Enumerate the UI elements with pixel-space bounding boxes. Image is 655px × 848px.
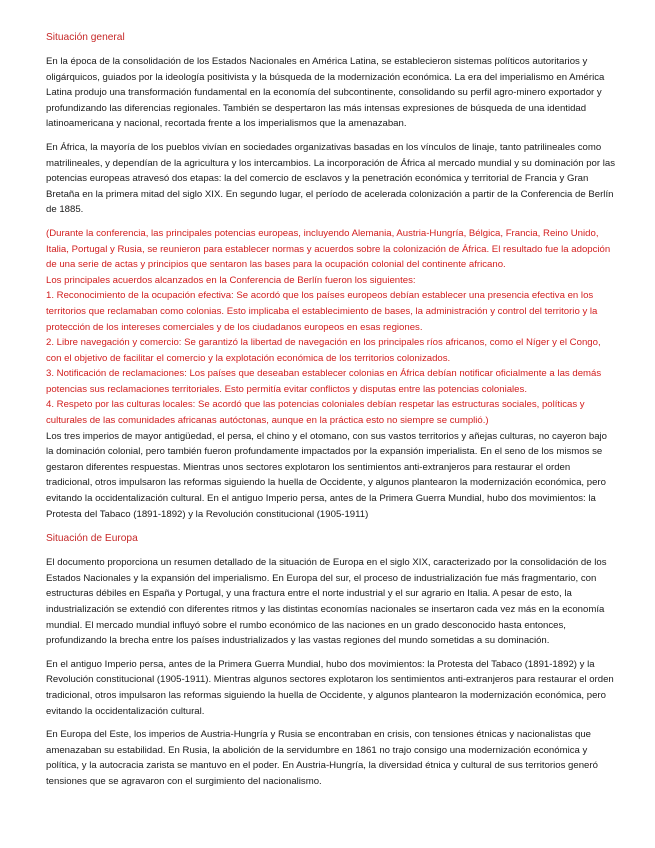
paragraph-latin-america: En la época de la consolidación de los Estados Nacionales en América Latina, se establecieron sistemas políticos autoritarios y oligárquicos, guiados por la ideología positivista y la búsqueda de la modernización económica. La era del imperialismo en América Latina produjo una transformación fundamental en la economía del subcontinente, consolidando su perfil agro-minero exportador y profundizando las diferencias regionales. También se despertaron las más intensas expresiones de búsqueda de una identidad latinoamericana y nacional, recortada frente a los imperialismos que la amenazaban. [46, 56, 605, 130]
berlin-lead: Los principales acuerdos alcanzados en la Conferencia de Berlín fueron los siguientes: [46, 274, 416, 286]
berlin-conference-note [46, 226, 615, 429]
paragraph-africa: En África, la mayoría de los pueblos vivían en sociedades organizativas basadas en los vínculos de linaje, tanto patrilineales como matrilineales, y dependían de la agricultura y los intercambios. La incorporación de África al mercado mundial y su dominación por las potencias europeas atravesó dos etapas: la del comercio de esclavos y la penetración económica y territorial de Francia y Gran Bretaña en la primera mitad del siglo XIX. En segundo lugar, el período de acelerada colonización a partir de la Conferencia de Berlín de 1885. [46, 141, 615, 216]
berlin-item-3: 3. Notificación de reclamaciones: Los países que deseaban establecer colonias en África debían notificar oficialmente a las demás potencias sus reclamaciones territoriales. Esto permitía evitar conflictos y disputas entre las potencias coloniales. [46, 368, 602, 395]
berlin-intro: (Durante la conferencia, las principales potencias europeas, incluyendo Alemania, Austria-Hungría, Bélgica, Francia, Reino Unido, Italia, Portugal y Rusia, se reunieron para establecer normas y acuerdos sobre la colonización de África. El resultado fue la adopción de una serie de actas y principios que sentaron las bases para la ocupación colonial del continente africano. [46, 227, 611, 271]
paragraph-persia: En el antiguo Imperio persa, antes de la Primera Guerra Mundial, hubo dos movimientos: la Protesta del Tabaco (1891-1892) y la Revolución constitucional (1905-1911). Mientras algunos sectores explotaron los sentimientos anti-extranjeros para restaurar el orden tradicional, otros impulsaron las reformas siguiendo la huella de Occidente, y algunos plantearon la modernización económica, pero evitando la occidentalización cultural. [46, 658, 614, 717]
section-heading-general: Situación general [46, 32, 125, 43]
paragraph-eastern-europe: En Europa del Este, los imperios de Austria-Hungría y Rusia se encontraban en crisis, con tensiones étnicas y nacionalistas que amenazaban su estabilidad. En Rusia, la abolición de la servidumbre en 1861 no trajo consigo una modernización económica y política, y la autocracia zarista se mantuvo en el poder. En Austria-Hungría, la diversidad étnica y cultural de sus territorios generó tensiones que se agravaron con el surgimiento del nacionalismo. [46, 729, 598, 787]
section-heading-europe: Situación de Europa [46, 533, 138, 545]
paragraph-europe-summary: El documento proporciona un resumen detallado de la situación de Europa en el siglo XIX, caracterizado por la consolidación de los Estados Nacionales y la expansión del imperialismo. En Europa del sur, el proceso de industrialización fue más fragmentario, con estructuras débiles en España y Portugal, y una fractura entre el norte industrial y el sur agrario en Italia. A pesar de esto, la industrialización se extendió con diferentes ritmos y las distintas economías nacionales se insertaron cada vez más en la economía mundial. El mercado mundial influyó sobre el rumbo económico de las naciones en un grado desconocido hasta entonces, profundizando la brecha entre los países industrializados y las vastas regiones del mundo sometidas a su dominación. [46, 557, 607, 647]
berlin-item-2: 2. Libre navegación y comercio: Se garantizó la libertad de navegación en los principales ríos africanos, como el Níger y el Congo, con el objetivo de facilitar el comercio y la explotación económica de los territorios colonizados. [46, 337, 601, 364]
berlin-item-4: 4. Respeto por las culturas locales: Se acordó que las potencias coloniales debían respetar las estructuras sociales, políticas y culturales de las comunidades africanas autóctonas, aunque en la práctica esto no siempre se cumplió.) [46, 399, 585, 427]
paragraph-empires: Los tres imperios de mayor antigüedad, el persa, el chino y el otomano, con sus vastos territorios y añejas culturas, no cayeron bajo la dominación colonial, pero también fueron profundamente impactados por la expansión imperialista. En el seno de los mismos se gestaron diferentes respuestas. Mientras unos sectores explotaron los sentimientos anti-extranjeros para restaurar el orden tradicional, otros impulsaron las reformas siguiendo la huella de Occidente, y algunos plantearon la modernización económica, pero evitando la occidentalización cultural. En el antiguo Imperio persa, antes de la Primera Guerra Mundial, hubo dos movimientos: la Protesta del Tabaco (1891-1892) y la Revolución constitucional (1905-1911) [46, 430, 607, 520]
berlin-item-1: 1. Reconocimiento de la ocupación efectiva: Se acordó que los países europeos debían establecer una presencia efectiva en los territorios que reclamaban como colonias. Esto implicaba el establecimiento de bases, la administración y control del territorio y la protección de los intereses comerciales y de los ciudadanos europeos en esas regiones. [46, 290, 598, 333]
